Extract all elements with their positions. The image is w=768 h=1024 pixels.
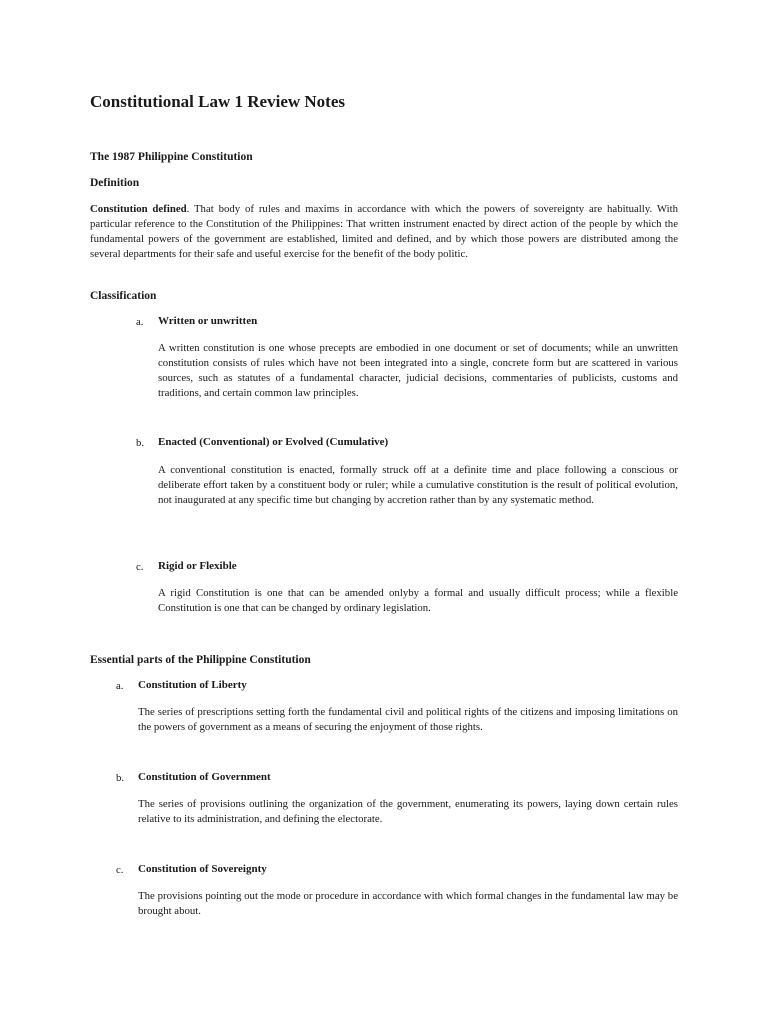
- essential-marker-b: b.: [116, 772, 125, 784]
- definition-text: . That body of rules and maxims in accordance with which the powers of sovereignty are habitually. With particular reference to the Constitution of the Philippines: That written instrument enacted by direct action of the people by which the fundamental powers of the government are established, limited and defined, and by which those powers are distributed among the several departments for their safe and useful exercise for the benefit of the body politic.: [90, 203, 678, 260]
- classification-text-a: A written constitution is one whose precepts are embodied in one document or set of documents; while an unwritten constitution consists of rules which have not been integrated into a single, concrete form but are scattered in various sources, such as statutes of a fundamental character, judicial decisions, commentaries of publicists, customs and traditions, and certain common law principles.: [158, 342, 678, 399]
- essential-title-b: Constitution of Government: [138, 771, 271, 783]
- essential-title-c: Constitution of Sovereignty: [138, 863, 267, 875]
- definition-paragraph: [90, 202, 678, 262]
- definition-lead: Constitution defined: [90, 203, 187, 215]
- essential-parts-heading: Essential parts of the Philippine Constitution: [90, 654, 311, 666]
- classification-marker-c: c.: [136, 561, 144, 573]
- essential-marker-a: a.: [116, 680, 124, 692]
- section-title: The 1987 Philippine Constitution: [90, 151, 253, 163]
- classification-text-b: A conventional constitution is enacted, formally struck off at a definite time and place following a conscious or deliberate effort taken by a constituent body or ruler; while a cumulative constitution is the result of political evolution, not inaugurated at any specific time but changing by accretion rather than by any systematic method.: [158, 464, 678, 506]
- definition-heading: Definition: [90, 177, 140, 189]
- essential-text-a: The series of prescriptions setting forth the fundamental civil and political rights of the citizens and imposing limitations on the powers of government as a means of securing the enjoyment of those rights.: [138, 706, 678, 733]
- essential-title-a: Constitution of Liberty: [138, 679, 247, 691]
- classification-heading: Classification: [90, 290, 157, 302]
- classification-marker-a: a.: [136, 316, 144, 328]
- classification-text-c: A rigid Constitution is one that can be amended onlyby a formal and usually difficult process; while a flexible Constitution is one that can be changed by ordinary legislation.: [158, 587, 678, 614]
- classification-title-c: Rigid or Flexible: [158, 560, 237, 572]
- classification-title-b: Enacted (Conventional) or Evolved (Cumulative): [158, 436, 389, 448]
- essential-text-c: The provisions pointing out the mode or procedure in accordance with which formal changes in the fundamental law may be brought about.: [138, 890, 678, 917]
- classification-marker-b: b.: [136, 437, 145, 449]
- document-title: Constitutional Law 1 Review Notes: [90, 92, 345, 111]
- classification-title-a: Written or unwritten: [158, 315, 258, 327]
- essential-marker-c: c.: [116, 864, 124, 876]
- essential-text-b: The series of provisions outlining the organization of the government, enumerating its powers, laying down certain rules relative to its administration, and defining the electorate.: [138, 798, 678, 825]
